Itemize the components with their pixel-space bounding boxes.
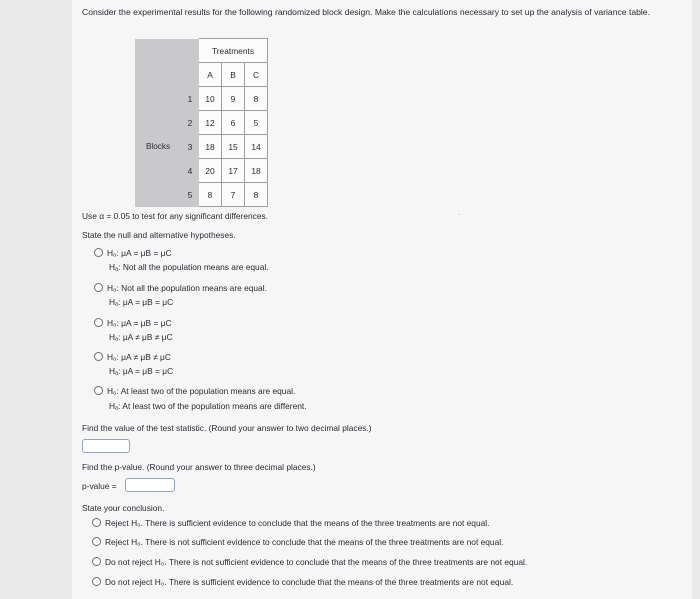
column-header: C <box>245 63 268 87</box>
blocks-label: Blocks <box>135 135 182 159</box>
h0-option-4: H₀: μA ≠ μB ≠ μC <box>107 352 171 362</box>
stray-mark: · <box>458 210 461 219</box>
block-number: 1 <box>182 87 199 111</box>
conclusion-option-1: Reject H₀. There is sufficient evidence to conclude that the means of the three treatments are not equal. <box>105 518 490 528</box>
test-statistic-prompt: Find the value of the test statistic. (Round your answer to two decimal places.) <box>82 423 372 433</box>
table-cell: 14 <box>245 135 268 159</box>
table-cell: 15 <box>222 135 245 159</box>
p-value-label: p-value = <box>82 481 117 491</box>
table-cell: 9 <box>222 87 245 111</box>
conclusion-radio-1[interactable] <box>92 518 101 527</box>
block-design-table <box>134 38 268 207</box>
conclusion-option-2: Reject H₀. There is not sufficient evidence to conclude that the means of the three treatments are not equal. <box>105 537 504 547</box>
block-number: 2 <box>182 111 199 135</box>
hypotheses-prompt: State the null and alternative hypotheses. <box>82 230 236 240</box>
table-cell: 18 <box>199 135 222 159</box>
hypothesis-radio-5[interactable] <box>94 386 103 395</box>
h0-option-5: H₀: At least two of the population means are equal. <box>107 386 296 396</box>
table-cell: 7 <box>222 183 245 207</box>
ha-option-2: Hₐ: μA = μB = μC <box>109 297 174 307</box>
table-cell: 6 <box>222 111 245 135</box>
conclusion-prompt: State your conclusion. <box>82 503 165 513</box>
conclusion-radio-4[interactable] <box>92 577 101 586</box>
hypothesis-radio-1[interactable] <box>94 248 103 257</box>
column-header: A <box>199 63 222 87</box>
h0-option-2: H₀: Not all the population means are equal. <box>107 283 267 293</box>
table-cell: 8 <box>245 183 268 207</box>
block-number: 3 <box>182 135 199 159</box>
ha-option-4: Hₐ: μA = μB = μC <box>109 366 174 376</box>
table-cell: 12 <box>199 111 222 135</box>
conclusion-radio-2[interactable] <box>92 537 101 546</box>
p-value-prompt: Find the p-value. (Round your answer to three decimal places.) <box>82 462 316 472</box>
conclusion-option-3: Do not reject H₀. There is not sufficient evidence to conclude that the means of the three treatments are not equal. <box>105 557 528 567</box>
treatments-header: Treatments <box>199 39 268 63</box>
column-header: B <box>222 63 245 87</box>
table-cell: 10 <box>199 87 222 111</box>
table-cell: 8 <box>199 183 222 207</box>
block-number: 4 <box>182 159 199 183</box>
table-cell: 18 <box>245 159 268 183</box>
conclusion-option-4: Do not reject H₀. There is sufficient evidence to conclude that the means of the three treatments are not equal. <box>105 577 514 587</box>
p-value-input[interactable] <box>125 478 175 492</box>
table-cell: 20 <box>199 159 222 183</box>
ha-option-5: Hₐ: At least two of the population means are different. <box>109 401 307 411</box>
hypothesis-radio-2[interactable] <box>94 283 103 292</box>
table-cell: 17 <box>222 159 245 183</box>
ha-option-1: Hₐ: Not all the population means are equal. <box>109 262 269 272</box>
question-page <box>72 0 692 599</box>
problem-intro: Consider the experimental results for the following randomized block design. Make the calculations necessary to set up the analysis of variance table. <box>82 7 650 17</box>
alpha-text: Use α = 0.05 to test for any significant differences. <box>82 211 269 221</box>
block-number: 5 <box>182 183 199 207</box>
table-cell: 5 <box>245 111 268 135</box>
hypothesis-radio-4[interactable] <box>94 352 103 361</box>
test-statistic-input[interactable] <box>82 439 130 453</box>
table-cell: 8 <box>245 87 268 111</box>
ha-option-3: Hₐ: μA ≠ μB ≠ μC <box>109 332 173 342</box>
h0-option-3: H₀: μA = μB = μC <box>107 318 172 328</box>
h0-option-1: H₀: μA = μB = μC <box>107 248 172 258</box>
hypothesis-radio-3[interactable] <box>94 318 103 327</box>
conclusion-radio-3[interactable] <box>92 557 101 566</box>
